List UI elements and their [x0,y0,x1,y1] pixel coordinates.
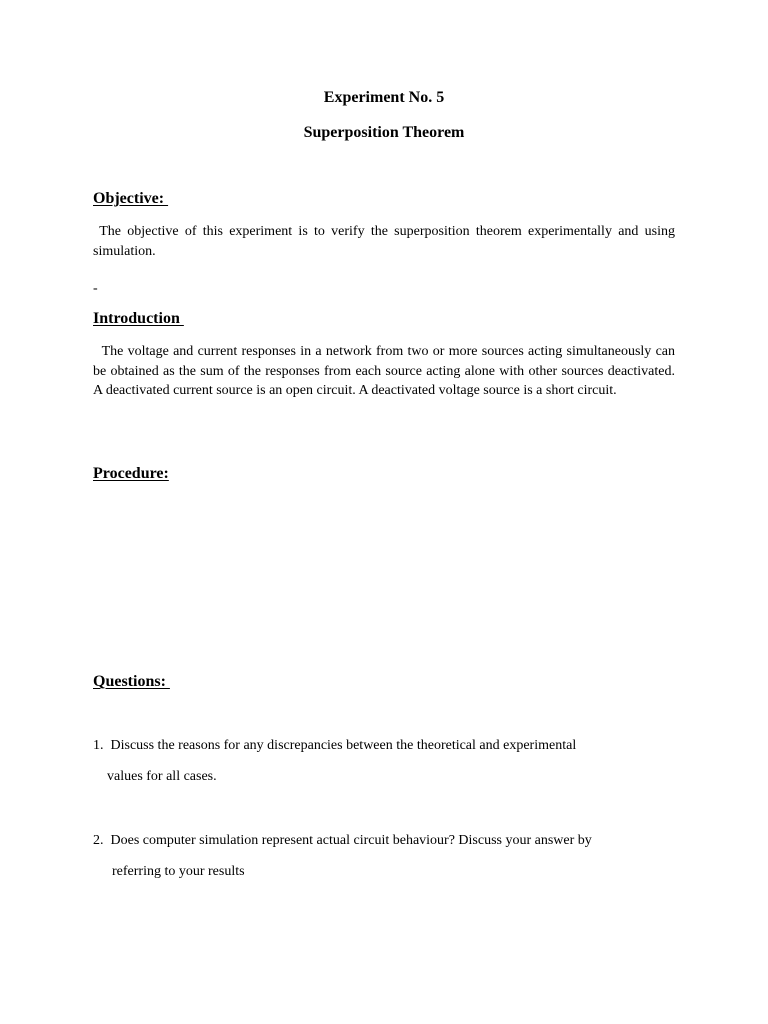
question-1-line-2: values for all cases. [107,769,217,784]
experiment-subtitle: Superposition Theorem [303,124,465,141]
stray-mark: - [93,281,98,296]
question-1-line-1: 1. Discuss the reasons for any discrepancies between the theoretical and experimental [93,738,577,753]
question-2-line-1: 2. Does computer simulation represent actual circuit behaviour? Discuss your answer by [93,833,592,848]
introduction-text: The voltage and current responses in a network from two or more sources acting simultaneously can be obtained as the sum of the responses from each source acting alone with other sources deactivated. A deactivated current source is an open circuit. A deactivated voltage source is a short circuit. [93,344,679,398]
experiment-title: Experiment No. 5 [323,89,445,106]
introduction-heading: Introduction [93,310,184,327]
questions-heading: Questions: [93,673,170,690]
question-2-line-2: referring to your results [112,864,245,879]
procedure-heading: Procedure: [93,465,169,482]
objective-text: The objective of this experiment is to verify the superposition theorem experimentally and using simulation. [93,224,679,259]
objective-heading: Objective: [93,190,169,207]
